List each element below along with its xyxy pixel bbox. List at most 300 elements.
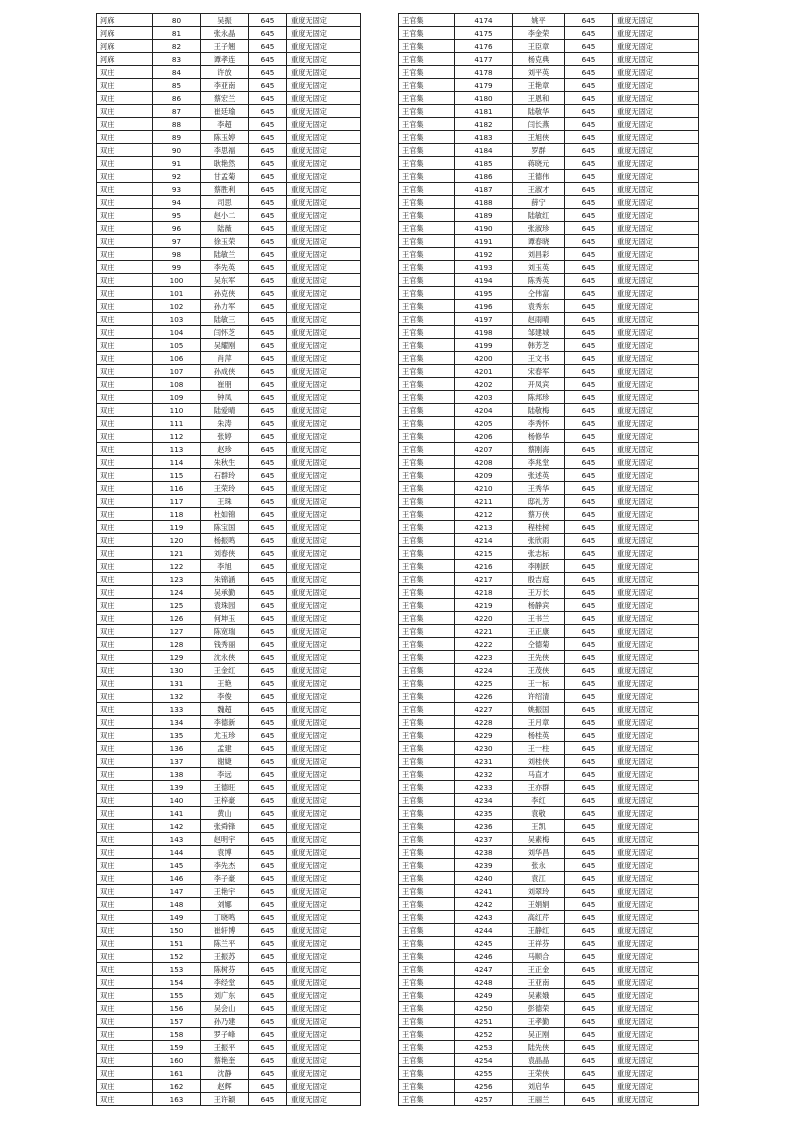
region-cell: 双庄	[97, 1002, 153, 1015]
serial-cell: 4221	[455, 625, 513, 638]
table-row	[399, 586, 699, 599]
name-cell: 王一标	[513, 677, 565, 690]
region-cell: 双庄	[97, 625, 153, 638]
table-row	[399, 105, 699, 118]
category-cell: 重度无固定	[613, 1093, 699, 1106]
region-cell: 王官集	[399, 1002, 455, 1015]
amount-cell: 645	[565, 1041, 613, 1054]
serial-cell: 126	[153, 612, 201, 625]
region-cell: 双庄	[97, 469, 153, 482]
region-cell: 王官集	[399, 443, 455, 456]
serial-cell: 4184	[455, 144, 513, 157]
serial-cell: 153	[153, 963, 201, 976]
name-cell: 吴素梅	[513, 833, 565, 846]
amount-cell: 645	[249, 846, 287, 859]
table-row	[97, 1015, 361, 1028]
serial-cell: 4254	[455, 1054, 513, 1067]
amount-cell: 645	[249, 651, 287, 664]
table-row	[399, 417, 699, 430]
region-cell: 王官集	[399, 131, 455, 144]
category-cell: 重度无固定	[613, 534, 699, 547]
serial-cell: 4193	[455, 261, 513, 274]
region-cell: 双庄	[97, 716, 153, 729]
amount-cell: 645	[565, 222, 613, 235]
table-row	[97, 729, 361, 742]
table-row	[97, 209, 361, 222]
category-cell: 重度无固定	[613, 261, 699, 274]
table-row	[97, 612, 361, 625]
amount-cell: 645	[249, 456, 287, 469]
amount-cell: 645	[565, 118, 613, 131]
amount-cell: 645	[565, 1054, 613, 1067]
serial-cell: 125	[153, 599, 201, 612]
name-cell: 张欣雨	[513, 534, 565, 547]
name-cell: 吴会山	[201, 1002, 249, 1015]
region-cell: 王官集	[399, 339, 455, 352]
region-cell: 双庄	[97, 872, 153, 885]
name-cell: 崔廷瑜	[201, 105, 249, 118]
serial-cell: 4229	[455, 729, 513, 742]
serial-cell: 4256	[455, 1080, 513, 1093]
serial-cell: 119	[153, 521, 201, 534]
category-cell: 重度无固定	[613, 664, 699, 677]
region-cell: 双庄	[97, 1067, 153, 1080]
amount-cell: 645	[249, 781, 287, 794]
serial-cell: 4250	[455, 1002, 513, 1015]
region-cell: 王官集	[399, 79, 455, 92]
region-cell: 双庄	[97, 495, 153, 508]
table-row	[97, 1067, 361, 1080]
region-cell: 王官集	[399, 1080, 455, 1093]
serial-cell: 4220	[455, 612, 513, 625]
name-cell: 开凤宾	[513, 378, 565, 391]
category-cell: 重度无固定	[613, 53, 699, 66]
category-cell: 重度无固定	[613, 170, 699, 183]
amount-cell: 645	[249, 183, 287, 196]
table-row	[399, 547, 699, 560]
category-cell: 重度无固定	[287, 638, 361, 651]
amount-cell: 645	[565, 144, 613, 157]
region-cell: 王官集	[399, 287, 455, 300]
region-cell: 王官集	[399, 508, 455, 521]
table-row	[399, 170, 699, 183]
name-cell: 王先侠	[513, 651, 565, 664]
left-table-body	[97, 14, 361, 1106]
region-cell: 双庄	[97, 105, 153, 118]
amount-cell: 645	[565, 755, 613, 768]
category-cell: 重度无固定	[287, 235, 361, 248]
category-cell: 重度无固定	[613, 924, 699, 937]
category-cell: 重度无固定	[613, 560, 699, 573]
name-cell: 蔡艳奎	[201, 1054, 249, 1067]
amount-cell: 645	[249, 92, 287, 105]
region-cell: 王官集	[399, 456, 455, 469]
region-cell: 王官集	[399, 885, 455, 898]
amount-cell: 645	[565, 612, 613, 625]
region-cell: 王官集	[399, 92, 455, 105]
table-row	[399, 911, 699, 924]
table-row	[399, 924, 699, 937]
category-cell: 重度无固定	[613, 222, 699, 235]
serial-cell: 159	[153, 1041, 201, 1054]
category-cell: 重度无固定	[613, 92, 699, 105]
table-row	[399, 469, 699, 482]
serial-cell: 4247	[455, 963, 513, 976]
amount-cell: 645	[565, 339, 613, 352]
name-cell: 王子翘	[201, 40, 249, 53]
name-cell: 刘广东	[201, 989, 249, 1002]
category-cell: 重度无固定	[613, 27, 699, 40]
region-cell: 王官集	[399, 40, 455, 53]
region-cell: 王官集	[399, 196, 455, 209]
table-row	[97, 300, 361, 313]
region-cell: 王官集	[399, 482, 455, 495]
table-row	[399, 300, 699, 313]
name-cell: 蔡宏兰	[201, 92, 249, 105]
amount-cell: 645	[249, 664, 287, 677]
table-row	[97, 1041, 361, 1054]
table-row	[97, 339, 361, 352]
serial-cell: 4199	[455, 339, 513, 352]
serial-cell: 108	[153, 378, 201, 391]
name-cell: 李金荣	[513, 27, 565, 40]
region-cell: 王官集	[399, 716, 455, 729]
category-cell: 重度无固定	[613, 1041, 699, 1054]
name-cell: 谢婕	[201, 755, 249, 768]
region-cell: 双庄	[97, 1028, 153, 1041]
serial-cell: 105	[153, 339, 201, 352]
amount-cell: 645	[565, 586, 613, 599]
category-cell: 重度无固定	[287, 157, 361, 170]
amount-cell: 645	[565, 1015, 613, 1028]
name-cell: 王金红	[201, 664, 249, 677]
name-cell: 肖萍	[201, 352, 249, 365]
region-cell: 双庄	[97, 664, 153, 677]
category-cell: 重度无固定	[613, 638, 699, 651]
category-cell: 重度无固定	[287, 456, 361, 469]
serial-cell: 4205	[455, 417, 513, 430]
serial-cell: 151	[153, 937, 201, 950]
name-cell: 罗群	[513, 144, 565, 157]
table-row	[399, 157, 699, 170]
category-cell: 重度无固定	[613, 456, 699, 469]
category-cell: 重度无固定	[613, 131, 699, 144]
region-cell: 王官集	[399, 326, 455, 339]
name-cell: 耿艳然	[201, 157, 249, 170]
amount-cell: 645	[249, 196, 287, 209]
category-cell: 重度无固定	[613, 859, 699, 872]
category-cell: 重度无固定	[613, 586, 699, 599]
name-cell: 刘春侠	[201, 547, 249, 560]
name-cell: 蔡万侠	[513, 508, 565, 521]
region-cell: 王官集	[399, 105, 455, 118]
table-row	[97, 456, 361, 469]
serial-cell: 4204	[455, 404, 513, 417]
table-row	[399, 313, 699, 326]
name-cell: 张述英	[513, 469, 565, 482]
name-cell: 张舜锋	[201, 820, 249, 833]
serial-cell: 111	[153, 417, 201, 430]
category-cell: 重度无固定	[613, 872, 699, 885]
name-cell: 袁江	[513, 872, 565, 885]
region-cell: 双庄	[97, 703, 153, 716]
amount-cell: 645	[565, 690, 613, 703]
serial-cell: 4224	[455, 664, 513, 677]
serial-cell: 4197	[455, 313, 513, 326]
name-cell: 赵明宇	[201, 833, 249, 846]
amount-cell: 645	[565, 248, 613, 261]
right-roster-table	[398, 13, 699, 1106]
table-row	[97, 716, 361, 729]
region-cell: 王官集	[399, 898, 455, 911]
category-cell: 重度无固定	[287, 53, 361, 66]
region-cell: 双庄	[97, 274, 153, 287]
name-cell: 陆敏三	[201, 313, 249, 326]
region-cell: 双庄	[97, 651, 153, 664]
serial-cell: 121	[153, 547, 201, 560]
region-cell: 双庄	[97, 378, 153, 391]
amount-cell: 645	[565, 898, 613, 911]
category-cell: 重度无固定	[287, 586, 361, 599]
table-row	[399, 196, 699, 209]
table-row	[399, 131, 699, 144]
region-cell: 王官集	[399, 963, 455, 976]
category-cell: 重度无固定	[287, 1054, 361, 1067]
table-row	[97, 326, 361, 339]
name-cell: 李远	[201, 768, 249, 781]
name-cell: 黄山	[201, 807, 249, 820]
region-cell: 双庄	[97, 677, 153, 690]
amount-cell: 645	[565, 261, 613, 274]
category-cell: 重度无固定	[613, 1002, 699, 1015]
category-cell: 重度无固定	[613, 807, 699, 820]
category-cell: 重度无固定	[287, 859, 361, 872]
table-row	[97, 222, 361, 235]
serial-cell: 158	[153, 1028, 201, 1041]
serial-cell: 162	[153, 1080, 201, 1093]
table-row	[97, 586, 361, 599]
category-cell: 重度无固定	[287, 950, 361, 963]
serial-cell: 114	[153, 456, 201, 469]
serial-cell: 137	[153, 755, 201, 768]
name-cell: 姚振国	[513, 703, 565, 716]
amount-cell: 645	[565, 547, 613, 560]
table-row	[399, 664, 699, 677]
amount-cell: 645	[249, 950, 287, 963]
amount-cell: 645	[249, 1041, 287, 1054]
amount-cell: 645	[249, 859, 287, 872]
category-cell: 重度无固定	[613, 313, 699, 326]
region-cell: 双庄	[97, 846, 153, 859]
name-cell: 陆先侠	[513, 1041, 565, 1054]
category-cell: 重度无固定	[287, 40, 361, 53]
name-cell: 李刚跃	[513, 560, 565, 573]
table-row	[97, 599, 361, 612]
name-cell: 刘昌彩	[513, 248, 565, 261]
category-cell: 重度无固定	[613, 508, 699, 521]
name-cell: 王梓豪	[201, 794, 249, 807]
amount-cell: 645	[565, 456, 613, 469]
name-cell: 王书兰	[513, 612, 565, 625]
region-cell: 王官集	[399, 742, 455, 755]
name-cell: 吴素娥	[513, 989, 565, 1002]
table-row	[97, 651, 361, 664]
name-cell: 李红	[513, 794, 565, 807]
serial-cell: 92	[153, 170, 201, 183]
serial-cell: 4186	[455, 170, 513, 183]
category-cell: 重度无固定	[613, 1015, 699, 1028]
region-cell: 双庄	[97, 898, 153, 911]
amount-cell: 645	[249, 911, 287, 924]
name-cell: 王亦群	[513, 781, 565, 794]
name-cell: 仝德菊	[513, 638, 565, 651]
name-cell: 徐玉荣	[201, 235, 249, 248]
name-cell: 许放	[201, 66, 249, 79]
name-cell: 朱锦涵	[201, 573, 249, 586]
region-cell: 双庄	[97, 599, 153, 612]
serial-cell: 96	[153, 222, 201, 235]
table-row	[97, 417, 361, 430]
amount-cell: 645	[249, 27, 287, 40]
category-cell: 重度无固定	[613, 768, 699, 781]
category-cell: 重度无固定	[287, 612, 361, 625]
serial-cell: 132	[153, 690, 201, 703]
amount-cell: 645	[565, 781, 613, 794]
serial-cell: 118	[153, 508, 201, 521]
name-cell: 许绍清	[513, 690, 565, 703]
serial-cell: 4241	[455, 885, 513, 898]
table-row	[97, 1028, 361, 1041]
serial-cell: 4209	[455, 469, 513, 482]
table-row	[399, 976, 699, 989]
region-cell: 王官集	[399, 690, 455, 703]
amount-cell: 645	[565, 209, 613, 222]
table-row	[97, 833, 361, 846]
region-cell: 双庄	[97, 859, 153, 872]
amount-cell: 645	[565, 742, 613, 755]
region-cell: 双庄	[97, 573, 153, 586]
serial-cell: 83	[153, 53, 201, 66]
region-cell: 王官集	[399, 521, 455, 534]
name-cell: 石群玲	[201, 469, 249, 482]
serial-cell: 4196	[455, 300, 513, 313]
category-cell: 重度无固定	[287, 313, 361, 326]
serial-cell: 4208	[455, 456, 513, 469]
category-cell: 重度无固定	[287, 443, 361, 456]
region-cell: 双庄	[97, 612, 153, 625]
amount-cell: 645	[249, 976, 287, 989]
serial-cell: 127	[153, 625, 201, 638]
name-cell: 杨桂英	[513, 729, 565, 742]
name-cell: 高红芹	[513, 911, 565, 924]
name-cell: 王正金	[513, 963, 565, 976]
region-cell: 双庄	[97, 365, 153, 378]
category-cell: 重度无固定	[613, 989, 699, 1002]
region-cell: 双庄	[97, 183, 153, 196]
serial-cell: 4223	[455, 651, 513, 664]
region-cell: 王官集	[399, 911, 455, 924]
name-cell: 陆敬华	[513, 105, 565, 118]
category-cell: 重度无固定	[287, 664, 361, 677]
region-cell: 王官集	[399, 1015, 455, 1028]
category-cell: 重度无固定	[287, 14, 361, 27]
table-row	[97, 170, 361, 183]
amount-cell: 645	[565, 599, 613, 612]
name-cell: 赵小二	[201, 209, 249, 222]
amount-cell: 645	[249, 833, 287, 846]
amount-cell: 645	[565, 963, 613, 976]
table-row	[399, 14, 699, 27]
name-cell: 宋春军	[513, 365, 565, 378]
amount-cell: 645	[249, 79, 287, 92]
amount-cell: 645	[565, 1028, 613, 1041]
table-row	[399, 92, 699, 105]
amount-cell: 645	[565, 534, 613, 547]
amount-cell: 645	[249, 391, 287, 404]
amount-cell: 645	[249, 105, 287, 118]
category-cell: 重度无固定	[287, 1015, 361, 1028]
name-cell: 王恩和	[513, 92, 565, 105]
serial-cell: 4213	[455, 521, 513, 534]
table-row	[399, 963, 699, 976]
name-cell: 李旭	[201, 560, 249, 573]
category-cell: 重度无固定	[613, 495, 699, 508]
region-cell: 双庄	[97, 261, 153, 274]
table-row	[97, 274, 361, 287]
amount-cell: 645	[565, 326, 613, 339]
name-cell: 陈邦珍	[513, 391, 565, 404]
category-cell: 重度无固定	[613, 157, 699, 170]
serial-cell: 4192	[455, 248, 513, 261]
amount-cell: 645	[249, 209, 287, 222]
region-cell: 王官集	[399, 703, 455, 716]
category-cell: 重度无固定	[613, 937, 699, 950]
category-cell: 重度无固定	[613, 1080, 699, 1093]
category-cell: 重度无固定	[287, 378, 361, 391]
table-row	[97, 1093, 361, 1106]
amount-cell: 645	[249, 521, 287, 534]
region-cell: 王官集	[399, 820, 455, 833]
serial-cell: 4244	[455, 924, 513, 937]
amount-cell: 645	[249, 365, 287, 378]
amount-cell: 645	[249, 885, 287, 898]
table-row	[97, 807, 361, 820]
category-cell: 重度无固定	[287, 495, 361, 508]
category-cell: 重度无固定	[287, 755, 361, 768]
category-cell: 重度无固定	[613, 1028, 699, 1041]
serial-cell: 136	[153, 742, 201, 755]
table-row	[97, 131, 361, 144]
category-cell: 重度无固定	[287, 625, 361, 638]
serial-cell: 134	[153, 716, 201, 729]
serial-cell: 4179	[455, 79, 513, 92]
name-cell: 王亚南	[513, 976, 565, 989]
region-cell: 王官集	[399, 417, 455, 430]
table-row	[97, 625, 361, 638]
name-cell: 张淑珍	[513, 222, 565, 235]
region-cell: 双庄	[97, 391, 153, 404]
amount-cell: 645	[249, 248, 287, 261]
name-cell: 尤玉珍	[201, 729, 249, 742]
category-cell: 重度无固定	[287, 430, 361, 443]
category-cell: 重度无固定	[287, 352, 361, 365]
region-cell: 双庄	[97, 794, 153, 807]
amount-cell: 645	[249, 287, 287, 300]
serial-cell: 4210	[455, 482, 513, 495]
table-row	[399, 872, 699, 885]
name-cell: 马直才	[513, 768, 565, 781]
category-cell: 重度无固定	[287, 482, 361, 495]
